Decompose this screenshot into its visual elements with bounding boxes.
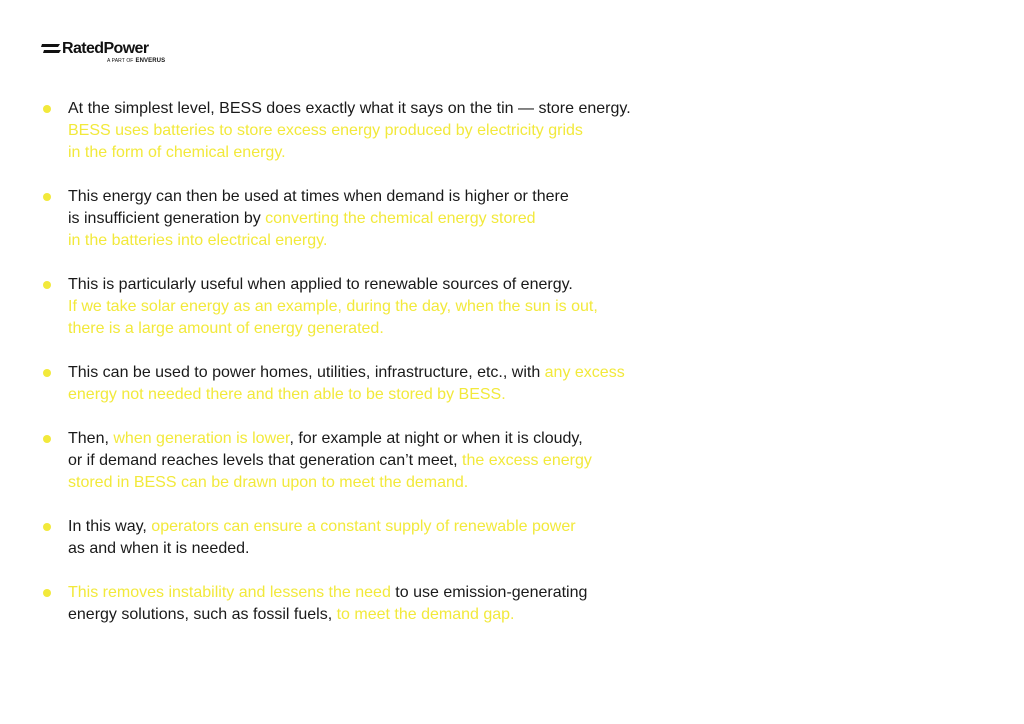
bullet-text: is insufficient generation by bbox=[68, 210, 266, 227]
bullet-text: , for example at night or when it is cloudy, bbox=[289, 430, 583, 447]
bullet-highlight: in the batteries into electrical energy. bbox=[68, 232, 328, 249]
bullet-highlight: there is a large amount of energy generated. bbox=[68, 320, 384, 337]
bullet-text: to use emission-generating bbox=[390, 584, 588, 601]
logo-wordmark: RatedPower bbox=[62, 40, 149, 57]
bullet-text: or if demand reaches levels that generation can’t meet, bbox=[68, 452, 462, 469]
bullet-highlight: This removes instability and lessens the need bbox=[68, 584, 391, 601]
bullet-highlight: BESS uses batteries to store excess energy produced by electricity grids bbox=[68, 122, 583, 139]
bullet-highlight: If we take solar energy as an example, during the day, when the sun is out, bbox=[68, 298, 598, 315]
bullet-text: as and when it is needed. bbox=[68, 540, 250, 557]
bullet-item bbox=[40, 362, 700, 406]
bullet-text: This is particularly useful when applied to renewable sources of energy. bbox=[68, 276, 573, 293]
bullet-text: In this way, bbox=[68, 518, 152, 535]
bullet-text: Then, bbox=[68, 430, 114, 447]
bullet-highlight: to meet the demand gap. bbox=[336, 606, 515, 623]
bullet-text: This can be used to power homes, utilities, infrastructure, etc., with bbox=[68, 364, 545, 381]
bullet-text: energy solutions, such as fossil fuels, bbox=[68, 606, 337, 623]
bullet-item bbox=[40, 98, 700, 164]
bullet-item bbox=[40, 428, 700, 494]
bullet-item bbox=[40, 274, 700, 340]
ratedpower-mark-icon bbox=[41, 43, 61, 55]
logo-parent-brand: ENVERUS bbox=[135, 58, 166, 64]
bullet-item bbox=[40, 582, 700, 626]
bullet-text: At the simplest level, BESS does exactly what it says on the tin — store energy. bbox=[68, 100, 631, 117]
bullet-highlight: any excess bbox=[544, 364, 625, 381]
bullet-highlight: in the form of chemical energy. bbox=[68, 144, 286, 161]
bullet-highlight: operators can ensure a constant supply of renewable power bbox=[151, 518, 576, 535]
bullet-highlight: energy not needed there and then able to be stored by BESS. bbox=[68, 386, 506, 403]
bullet-highlight: converting the chemical energy stored bbox=[265, 210, 536, 227]
bullet-text: This energy can then be used at times when demand is higher or there bbox=[68, 188, 569, 205]
logo-tagline-text: A PART OF bbox=[107, 58, 134, 64]
bullet-highlight: stored in BESS can be drawn upon to meet the demand. bbox=[68, 474, 469, 491]
bullet-item bbox=[40, 516, 700, 560]
bullet-item bbox=[40, 186, 700, 252]
logo-tagline bbox=[107, 58, 165, 64]
bullet-highlight: the excess energy bbox=[462, 452, 592, 469]
bullet-highlight: when generation is lower bbox=[113, 430, 290, 447]
bullet-list bbox=[40, 98, 700, 648]
ratedpower-logo bbox=[41, 40, 166, 66]
